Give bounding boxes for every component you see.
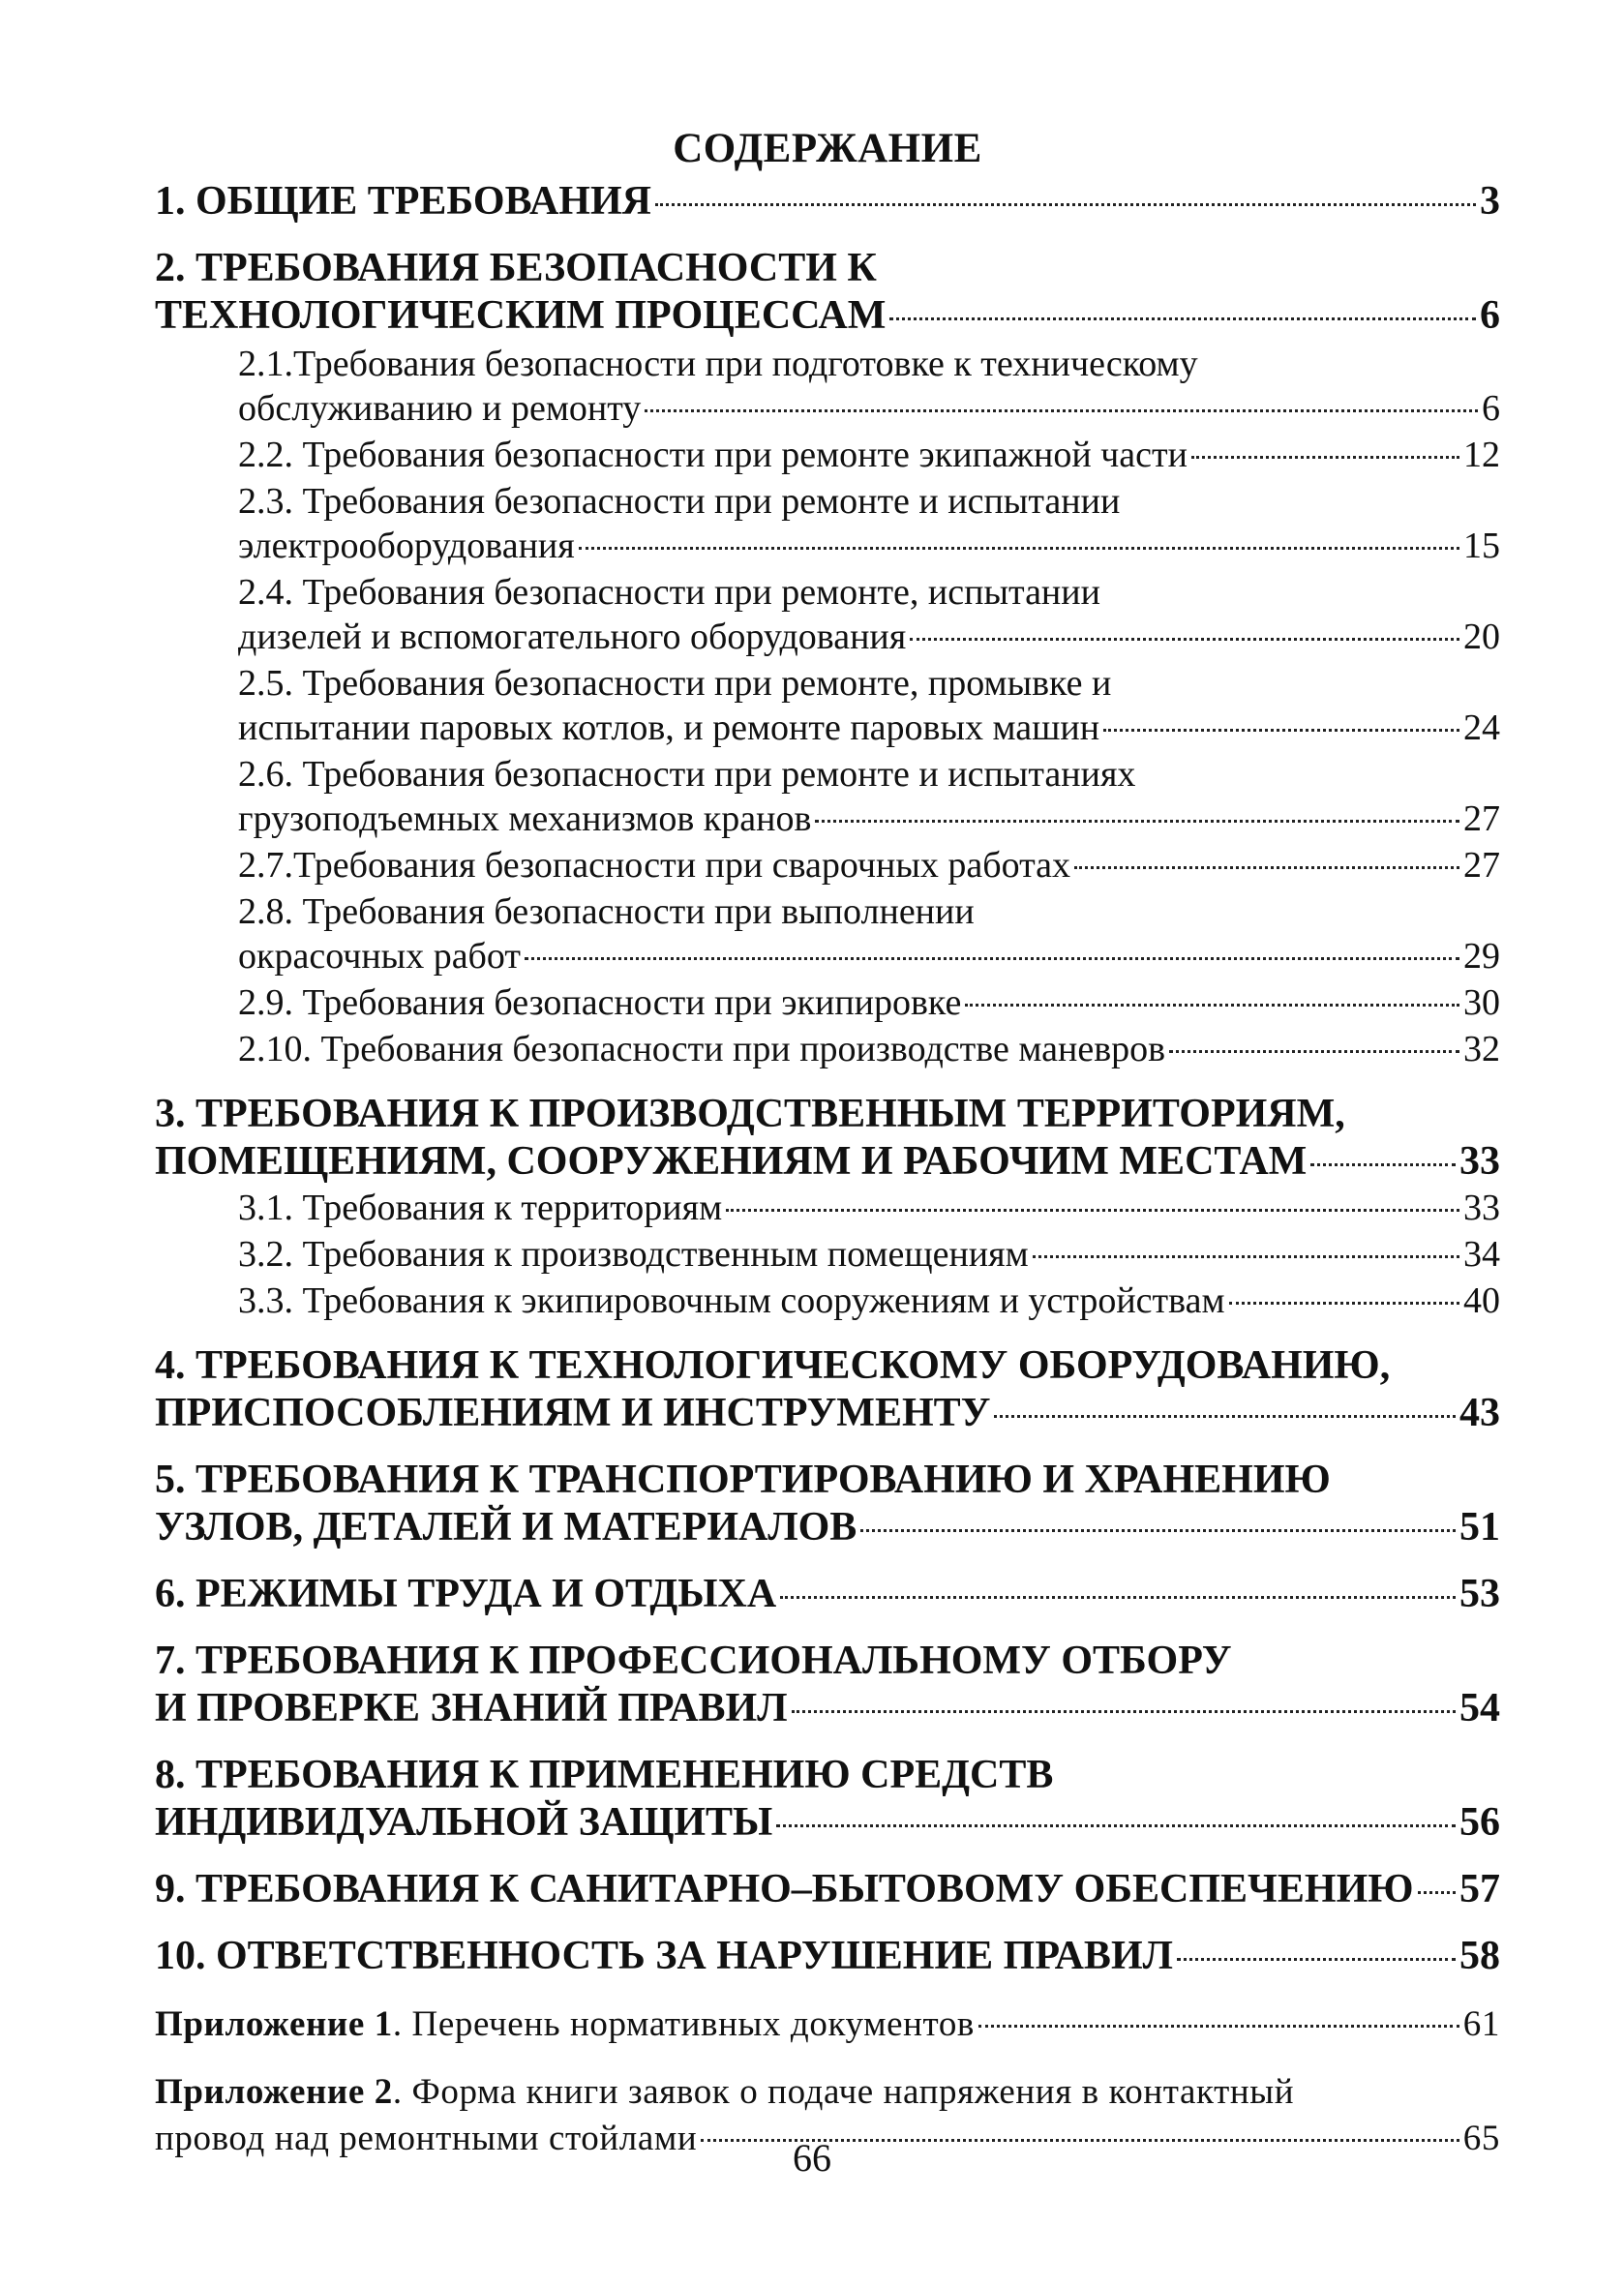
dot-leader bbox=[792, 1710, 1456, 1713]
toc-page-number: 40 bbox=[1463, 1280, 1500, 1321]
toc-entry-text: дизелей и вспомогательного оборудования bbox=[238, 617, 907, 657]
dot-leader bbox=[965, 1004, 1459, 1007]
dot-leader bbox=[655, 203, 1476, 206]
dot-leader bbox=[994, 1415, 1456, 1418]
toc-entry-text: 3.1. Требования к территориям bbox=[238, 1188, 723, 1228]
toc-entry-3-2[interactable] bbox=[155, 1232, 1500, 1277]
toc-page-number: 30 bbox=[1463, 982, 1500, 1023]
dot-leader bbox=[910, 638, 1459, 641]
toc-entry-2-7[interactable] bbox=[155, 843, 1500, 888]
appendix-number: 2 bbox=[374, 2072, 393, 2112]
dot-leader bbox=[1310, 1163, 1456, 1166]
toc-page-number: 29 bbox=[1463, 936, 1500, 977]
toc-entry-text: . Форма книги заявок о подаче напряжения в контактный bbox=[392, 2072, 1295, 2112]
toc-entry-7[interactable] bbox=[155, 1638, 1500, 1732]
toc-entry-text: ПОМЕЩЕНИЯМ, СООРУЖЕНИЯМ И РАБОЧИМ МЕСТАМ bbox=[155, 1139, 1308, 1184]
dot-leader bbox=[579, 547, 1459, 550]
appendix-number: 1 bbox=[374, 2004, 393, 2044]
toc-page-number: 61 bbox=[1462, 2004, 1500, 2044]
toc-page-number: 56 bbox=[1459, 1800, 1500, 1845]
dot-leader bbox=[978, 2025, 1459, 2028]
toc-page-number: 6 bbox=[1480, 293, 1500, 338]
toc-entry-2-6[interactable] bbox=[155, 752, 1500, 841]
toc-entry-3-1[interactable] bbox=[155, 1186, 1500, 1230]
dot-leader bbox=[1169, 1050, 1459, 1053]
dot-leader bbox=[525, 957, 1459, 960]
toc-page-number: 33 bbox=[1459, 1139, 1500, 1184]
toc-entry-9[interactable] bbox=[155, 1866, 1500, 1913]
toc-entry-text: 2.4. Требования безопасности при ремонте, испытании bbox=[238, 572, 1100, 613]
toc-entry-text: УЗЛОВ, ДЕТАЛЕЙ И МАТЕРИАЛОВ bbox=[155, 1505, 857, 1550]
toc-page-number: 53 bbox=[1459, 1572, 1500, 1616]
toc-entry-2-10[interactable] bbox=[155, 1027, 1500, 1071]
dot-leader bbox=[1229, 1302, 1459, 1305]
dot-leader bbox=[780, 1596, 1456, 1599]
toc-entry-2-2[interactable] bbox=[155, 433, 1500, 477]
toc-entry-text: 10. ОТВЕТСТВЕННОСТЬ ЗА НАРУШЕНИЕ ПРАВИЛ bbox=[155, 1934, 1173, 1978]
toc-entry-text: 2.5. Требования безопасности при ремонте, промывке и bbox=[238, 663, 1112, 704]
dot-leader bbox=[1177, 1958, 1456, 1961]
toc-entry-text: 2.8. Требования безопасности при выполнении bbox=[238, 891, 975, 932]
dot-leader bbox=[1191, 456, 1459, 459]
toc-entry-text: 8. ТРЕБОВАНИЯ К ПРИМЕНЕНИЮ СРЕДСТВ bbox=[155, 1753, 1054, 1797]
toc-page-number: 32 bbox=[1463, 1029, 1500, 1069]
dot-leader bbox=[860, 1529, 1456, 1532]
toc-page-number: 24 bbox=[1463, 707, 1500, 748]
toc-entry-text: И ПРОВЕРКЕ ЗНАНИЙ ПРАВИЛ bbox=[155, 1686, 788, 1730]
appendix-label: Приложение bbox=[155, 2072, 365, 2112]
toc-entry-text: обслуживанию и ремонту bbox=[238, 388, 642, 429]
dot-leader bbox=[726, 1209, 1459, 1212]
toc-appendix-1[interactable] bbox=[155, 2001, 1500, 2048]
toc-page-number: 58 bbox=[1459, 1934, 1500, 1978]
toc-entry-2-1[interactable] bbox=[155, 342, 1500, 431]
toc-entry-text: 2.10. Требования безопасности при производстве маневров bbox=[238, 1029, 1166, 1069]
toc-entry-text: испытании паровых котлов, и ремонте паровых машин bbox=[238, 707, 1100, 748]
dot-leader bbox=[1418, 1891, 1456, 1894]
toc-entry-2-4[interactable] bbox=[155, 570, 1500, 659]
toc-page bbox=[155, 124, 1500, 2162]
toc-entry-8[interactable] bbox=[155, 1752, 1500, 1847]
toc-entry-text: 6. РЕЖИМЫ ТРУДА И ОТДЫХА bbox=[155, 1572, 777, 1616]
toc-entry-text: 7. ТРЕБОВАНИЯ К ПРОФЕССИОНАЛЬНОМУ ОТБОРУ bbox=[155, 1639, 1232, 1683]
toc-entry-text: 2.6. Требования безопасности при ремонте и испытаниях bbox=[238, 754, 1136, 795]
toc-entry-text: 3.2. Требования к производственным помещениям bbox=[238, 1234, 1029, 1275]
toc-entry-text: 3. ТРЕБОВАНИЯ К ПРОИЗВОДСТВЕННЫМ ТЕРРИТОРИЯМ, bbox=[155, 1092, 1345, 1136]
toc-page-number: 65 bbox=[1462, 2119, 1500, 2158]
page-number: 66 bbox=[793, 2136, 831, 2180]
toc-entry-1[interactable] bbox=[155, 178, 1500, 226]
toc-entry-6[interactable] bbox=[155, 1571, 1500, 1618]
toc-entry-2-5[interactable] bbox=[155, 661, 1500, 750]
toc-entry-text: 9. ТРЕБОВАНИЯ К САНИТАРНО–БЫТОВОМУ ОБЕСПЕЧЕНИЮ bbox=[155, 1867, 1414, 1911]
toc-entry-text: грузоподъемных механизмов кранов bbox=[238, 798, 812, 839]
toc-entry-text: 2.7.Требования безопасности при сварочных работах bbox=[238, 845, 1071, 886]
toc-page-number: 27 bbox=[1463, 845, 1500, 886]
dot-leader bbox=[889, 317, 1476, 320]
toc-entry-text: 2.2. Требования безопасности при ремонте экипажной части bbox=[238, 435, 1188, 475]
toc-page-number: 15 bbox=[1463, 526, 1500, 566]
toc-entry-text: 4. ТРЕБОВАНИЯ К ТЕХНОЛОГИЧЕСКОМУ ОБОРУДОВАНИЮ, bbox=[155, 1343, 1391, 1388]
toc-page-number: 43 bbox=[1459, 1391, 1500, 1435]
toc-page-number: 34 bbox=[1463, 1234, 1500, 1275]
dot-leader bbox=[776, 1824, 1456, 1827]
toc-entry-text: 2. ТРЕБОВАНИЯ БЕЗОПАСНОСТИ К bbox=[155, 246, 877, 290]
toc-entry-3[interactable] bbox=[155, 1091, 1500, 1186]
toc-page-number: 33 bbox=[1463, 1188, 1500, 1228]
toc-page-number: 3 bbox=[1480, 179, 1500, 224]
toc-entry-text: ПРИСПОСОБЛЕНИЯМ И ИНСТРУМЕНТУ bbox=[155, 1391, 991, 1435]
toc-entry-text: электрооборудования bbox=[238, 526, 575, 566]
toc-entry-text: 2.9. Требования безопасности при экипировке bbox=[238, 982, 962, 1023]
toc-entry-text: ИНДИВИДУАЛЬНОЙ ЗАЩИТЫ bbox=[155, 1800, 773, 1845]
toc-entry-text: 5. ТРЕБОВАНИЯ К ТРАНСПОРТИРОВАНИЮ И ХРАНЕНИЮ bbox=[155, 1458, 1331, 1502]
page-title: СОДЕРЖАНИЕ bbox=[673, 126, 982, 171]
dot-leader bbox=[645, 409, 1478, 412]
toc-entry-10[interactable] bbox=[155, 1933, 1500, 1980]
toc-entry-text: 3.3. Требования к экипировочным сооружениям и устройствам bbox=[238, 1280, 1225, 1321]
toc-entry-2-9[interactable] bbox=[155, 980, 1500, 1025]
toc-page-number: 57 bbox=[1459, 1867, 1500, 1911]
toc-page-number: 27 bbox=[1463, 798, 1500, 839]
toc-entry-text: 2.3. Требования безопасности при ремонте и испытании bbox=[238, 481, 1121, 522]
toc-entry-5[interactable] bbox=[155, 1457, 1500, 1551]
dot-leader bbox=[1074, 866, 1459, 869]
toc-entry-4[interactable] bbox=[155, 1342, 1500, 1437]
toc-page-number: 12 bbox=[1463, 435, 1500, 475]
toc-entry-text: 2.1.Требования безопасности при подготовке к техническому bbox=[238, 344, 1198, 384]
toc-entry-2-3[interactable] bbox=[155, 479, 1500, 568]
toc-entry-2[interactable] bbox=[155, 245, 1500, 340]
toc-entry-3-3[interactable] bbox=[155, 1279, 1500, 1323]
toc-page-number: 6 bbox=[1482, 388, 1500, 429]
dot-leader bbox=[1103, 729, 1459, 732]
dot-leader bbox=[1033, 1255, 1459, 1258]
appendix-label: Приложение bbox=[155, 2004, 365, 2044]
toc-entry-text: окрасочных работ bbox=[238, 936, 521, 977]
toc-entry-2-8[interactable] bbox=[155, 889, 1500, 978]
toc-page-number: 20 bbox=[1463, 617, 1500, 657]
toc-page-number: 54 bbox=[1459, 1686, 1500, 1730]
dot-leader bbox=[815, 820, 1459, 823]
toc-entry-text: . Перечень нормативных документов bbox=[392, 2004, 976, 2044]
toc-entry-text: 1. ОБЩИЕ ТРЕБОВАНИЯ bbox=[155, 179, 651, 224]
toc-entry-text: ТЕХНОЛОГИЧЕСКИМ ПРОЦЕССАМ bbox=[155, 293, 887, 338]
toc-entry-text: провод над ремонтными стойлами bbox=[155, 2119, 698, 2158]
toc-page-number: 51 bbox=[1459, 1505, 1500, 1550]
